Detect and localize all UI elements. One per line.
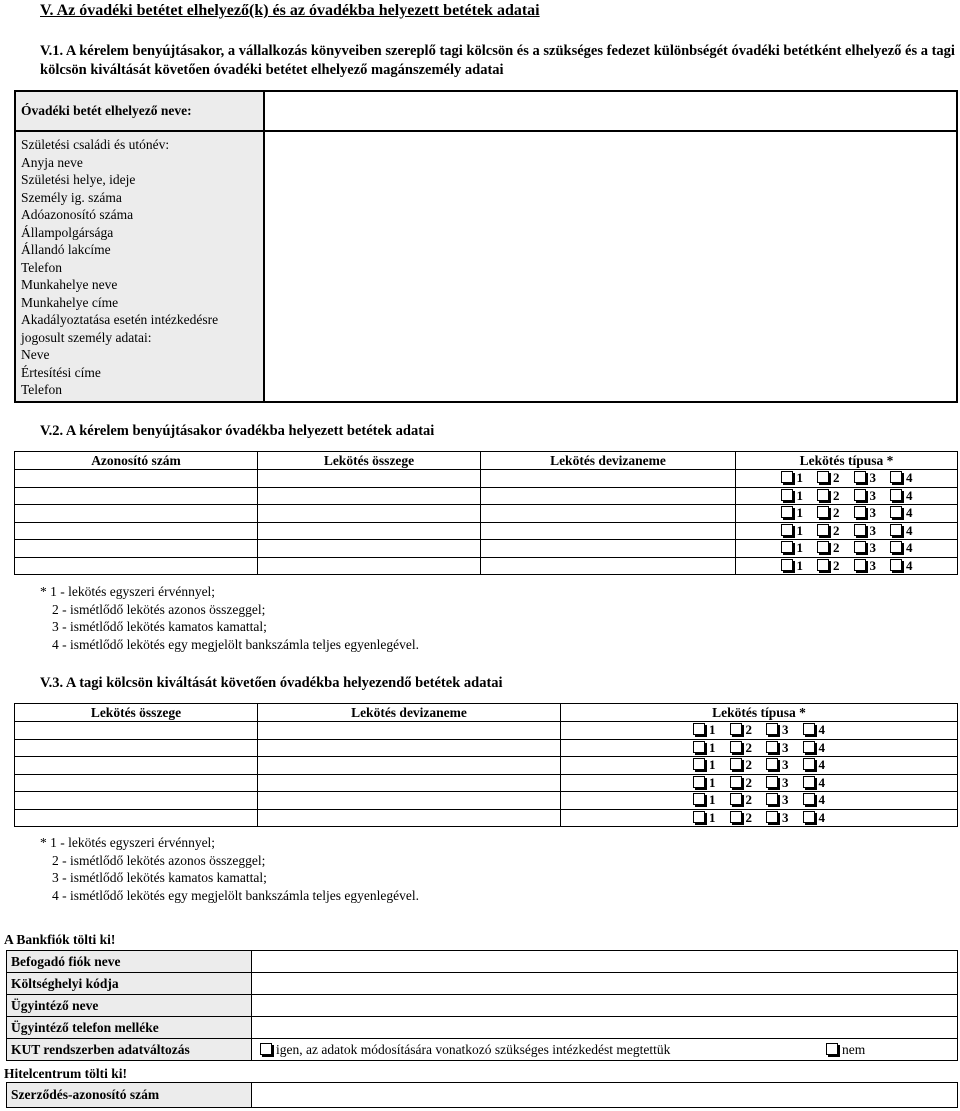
type-1-checkbox[interactable]: [781, 489, 793, 501]
type-option-label: 3: [869, 540, 876, 556]
kut-options: [252, 1039, 958, 1061]
type-option-label: 2: [833, 522, 840, 538]
type-4-checkbox[interactable]: [803, 723, 815, 735]
type-option-label: 1: [796, 487, 803, 503]
deposit-type-options: [736, 487, 958, 505]
note-1: * 1 - lekötés egyszeri érvénnyel;: [40, 835, 216, 850]
table-row: [15, 487, 958, 505]
table-cell-input[interactable]: [258, 557, 481, 575]
type-option-label: 1: [709, 792, 716, 808]
bank-cost-code-label: Költséghelyi kódja: [7, 973, 252, 995]
type-1-checkbox[interactable]: [693, 741, 705, 753]
deposit-type-options: [561, 809, 958, 827]
table-cell-input[interactable]: [258, 792, 561, 810]
type-2-checkbox[interactable]: [730, 811, 742, 823]
type-4-checkbox[interactable]: [890, 471, 902, 483]
depositor-name-field[interactable]: [264, 91, 957, 131]
type-option-label: 4: [818, 774, 825, 790]
type-option-label: 1: [709, 722, 716, 738]
deposit-type-options: [561, 792, 958, 810]
table-cell-input[interactable]: [15, 540, 258, 558]
type-4-checkbox[interactable]: [890, 559, 902, 571]
table-row: [15, 722, 958, 740]
type-option-label: 1: [709, 774, 716, 790]
type-4-checkbox[interactable]: [803, 793, 815, 805]
table-cell-input[interactable]: [481, 522, 736, 540]
type-3-checkbox[interactable]: [766, 723, 778, 735]
depositor-field-label: Munkahelye neve: [21, 277, 118, 292]
type-1-checkbox[interactable]: [781, 524, 793, 536]
type-option-label: 3: [782, 757, 789, 773]
table-cell-input[interactable]: [258, 540, 481, 558]
type-4-checkbox[interactable]: [890, 541, 902, 553]
bank-clerk-phone-label: Ügyintéző telefon melléke: [7, 1017, 252, 1039]
table-row: [15, 557, 958, 575]
type-option-label: 1: [796, 540, 803, 556]
type-1-checkbox[interactable]: [693, 793, 705, 805]
type-2-checkbox[interactable]: [730, 741, 742, 753]
type-option-label: 3: [782, 792, 789, 808]
table-cell-input[interactable]: [15, 522, 258, 540]
type-option-label: 2: [833, 505, 840, 521]
bank-heading: A Bankfiók tölti ki!: [4, 932, 116, 947]
depositor-field-label: Születési családi és utónév:: [21, 137, 170, 152]
table-cell-input[interactable]: [15, 722, 258, 740]
type-option-label: 2: [833, 540, 840, 556]
depositor-table: [14, 90, 958, 403]
contract-id-label: Szerződés-azonosító szám: [7, 1083, 252, 1108]
table-cell-input[interactable]: [15, 774, 258, 792]
v2-heading: V.2. A kérelem benyújtásakor óvadékba helyezett betétek adatai: [40, 423, 435, 439]
v2-notes: [40, 583, 419, 653]
v3-notes: [40, 834, 419, 904]
type-1-checkbox[interactable]: [693, 723, 705, 735]
table-cell-input[interactable]: [258, 722, 561, 740]
type-option-label: 4: [906, 557, 913, 573]
bank-cost-code-field[interactable]: [252, 973, 958, 995]
table-cell-input[interactable]: [15, 739, 258, 757]
v3-heading: V.3. A tagi kölcsön kiváltását követően óvadékba helyezendő betétek adatai: [40, 675, 503, 691]
table-cell-input[interactable]: [258, 739, 561, 757]
v2-col-type: Lekötés típusa *: [736, 452, 958, 470]
depositor-field-label: Értesítési címe: [21, 364, 101, 380]
depositor-field-label: Munkahelye címe: [21, 294, 119, 310]
table-cell-input[interactable]: [481, 540, 736, 558]
v1-heading: V.1. A kérelem benyújtásakor, a vállalkozás könyveiben szereplő tagi kölcsön és a szükséges fedezet különbségét óvadéki betétként elhelyező és a tagi kölcsön kiváltását követően óvadéki betétet elhelyező magánszemély adatai: [40, 43, 955, 78]
table-cell-input[interactable]: [481, 487, 736, 505]
v2-col-id: Azonosító szám: [15, 452, 258, 470]
table-row: [15, 774, 958, 792]
type-4-checkbox[interactable]: [803, 741, 815, 753]
table-cell-input[interactable]: [15, 470, 258, 488]
depositor-field-label: Anyja neve: [21, 154, 83, 170]
type-option-label: 2: [833, 470, 840, 486]
type-option-label: 2: [745, 722, 752, 738]
type-option-label: 3: [782, 722, 789, 738]
v3-table: [14, 703, 958, 827]
deposit-type-options: [561, 722, 958, 740]
type-option-label: 4: [906, 470, 913, 486]
type-option-label: 3: [869, 522, 876, 538]
kut-no-checkbox[interactable]: [826, 1043, 838, 1055]
type-option-label: 1: [796, 470, 803, 486]
kut-yes-label: igen, az adatok módosítására vonatkozó szükséges intézkedést megtettük: [276, 1041, 671, 1057]
type-option-label: 2: [833, 487, 840, 503]
type-option-label: 4: [818, 757, 825, 773]
depositor-field-label: Telefon: [21, 259, 63, 275]
type-option-label: 3: [869, 470, 876, 486]
kut-yes-checkbox[interactable]: [260, 1043, 272, 1055]
note-4: 4 - ismétlődő lekötés egy megjelölt bankszámla teljes egyenlegével.: [52, 887, 420, 903]
type-option-label: 4: [906, 487, 913, 503]
depositor-field-labels: [15, 131, 264, 402]
type-option-label: 4: [906, 540, 913, 556]
v2-col-currency: Lekötés devizaneme: [481, 452, 736, 470]
deposit-type-options: [561, 739, 958, 757]
type-option-label: 3: [782, 739, 789, 755]
table-cell-input[interactable]: [15, 792, 258, 810]
bank-clerk-name-field[interactable]: [252, 995, 958, 1017]
depositor-field-label: Akadályoztatása esetén intézkedésre: [21, 312, 219, 327]
table-row: [15, 792, 958, 810]
depositor-field-label: Adóazonosító száma: [21, 207, 134, 222]
type-option-label: 2: [745, 809, 752, 825]
bank-clerk-name-label: Ügyintéző neve: [7, 995, 252, 1017]
note-2: 2 - ismétlődő lekötés azonos összeggel;: [52, 601, 266, 617]
type-option-label: 2: [745, 774, 752, 790]
depositor-field-label: jogosult személy adatai:: [21, 329, 152, 345]
contract-id-field[interactable]: [252, 1083, 958, 1108]
note-3: 3 - ismétlődő lekötés kamatos kamattal;: [52, 619, 267, 634]
type-4-checkbox[interactable]: [803, 758, 815, 770]
type-option-label: 3: [869, 505, 876, 521]
table-cell-input[interactable]: [481, 505, 736, 523]
v2-col-amount: Lekötés összege: [258, 452, 481, 470]
table-cell-input[interactable]: [258, 505, 481, 523]
type-3-checkbox[interactable]: [766, 793, 778, 805]
kut-label: KUT rendszerben adatváltozás: [7, 1039, 252, 1061]
depositor-field-label: Születési helye, ideje: [21, 172, 136, 187]
depositor-field-label: Személy ig. száma: [21, 189, 122, 205]
v3-col-amount: Lekötés összege: [15, 704, 258, 722]
type-option-label: 1: [796, 505, 803, 521]
type-option-label: 1: [796, 522, 803, 538]
type-3-checkbox[interactable]: [854, 559, 866, 571]
table-row: [15, 505, 958, 523]
type-2-checkbox[interactable]: [817, 489, 829, 501]
table-cell-input[interactable]: [258, 774, 561, 792]
table-cell-input[interactable]: [481, 470, 736, 488]
type-option-label: 2: [833, 557, 840, 573]
deposit-type-options: [736, 540, 958, 558]
table-row: [15, 522, 958, 540]
table-row: [15, 540, 958, 558]
type-3-checkbox[interactable]: [854, 524, 866, 536]
deposit-type-options: [561, 757, 958, 775]
type-1-checkbox[interactable]: [693, 776, 705, 788]
type-option-label: 2: [745, 792, 752, 808]
kut-no-label: nem: [842, 1042, 866, 1057]
type-2-checkbox[interactable]: [817, 541, 829, 553]
type-option-label: 1: [709, 809, 716, 825]
table-row: [15, 739, 958, 757]
type-option-label: 2: [745, 739, 752, 755]
type-2-checkbox[interactable]: [730, 793, 742, 805]
table-cell-input[interactable]: [481, 557, 736, 575]
type-option-label: 1: [796, 557, 803, 573]
type-3-checkbox[interactable]: [766, 741, 778, 753]
type-1-checkbox[interactable]: [781, 471, 793, 483]
type-3-checkbox[interactable]: [766, 758, 778, 770]
type-3-checkbox[interactable]: [854, 506, 866, 518]
credit-heading: Hitelcentrum tölti ki!: [4, 1066, 127, 1081]
depositor-fields-input[interactable]: [264, 131, 957, 402]
type-4-checkbox[interactable]: [890, 489, 902, 501]
bank-branch-name-label: Befogadó fiók neve: [7, 951, 252, 973]
type-2-checkbox[interactable]: [730, 776, 742, 788]
type-3-checkbox[interactable]: [854, 489, 866, 501]
note-2: 2 - ismétlődő lekötés azonos összeggel;: [52, 852, 266, 868]
type-option-label: 1: [709, 757, 716, 773]
deposit-type-options: [736, 557, 958, 575]
type-1-checkbox[interactable]: [693, 811, 705, 823]
type-2-checkbox[interactable]: [817, 471, 829, 483]
deposit-type-options: [736, 522, 958, 540]
type-1-checkbox[interactable]: [693, 758, 705, 770]
type-3-checkbox[interactable]: [766, 776, 778, 788]
v3-col-type: Lekötés típusa *: [561, 704, 958, 722]
depositor-field-label: Neve: [21, 347, 50, 362]
type-3-checkbox[interactable]: [766, 811, 778, 823]
type-4-checkbox[interactable]: [890, 506, 902, 518]
table-cell-input[interactable]: [258, 470, 481, 488]
type-2-checkbox[interactable]: [730, 723, 742, 735]
type-option-label: 4: [906, 522, 913, 538]
section-title: V. Az óvadéki betétet elhelyező(k) és az óvadékba helyezett betétek adatai: [40, 2, 540, 19]
type-2-checkbox[interactable]: [817, 506, 829, 518]
depositor-field-label: Állampolgársága: [21, 224, 114, 240]
note-1: * 1 - lekötés egyszeri érvénnyel;: [40, 584, 216, 599]
type-3-checkbox[interactable]: [854, 471, 866, 483]
table-row: [15, 809, 958, 827]
type-1-checkbox[interactable]: [781, 506, 793, 518]
table-cell-input[interactable]: [15, 557, 258, 575]
deposit-type-options: [736, 505, 958, 523]
type-4-checkbox[interactable]: [890, 524, 902, 536]
depositor-field-label: Állandó lakcíme: [21, 242, 111, 257]
table-cell-input[interactable]: [258, 522, 481, 540]
deposit-type-options: [561, 774, 958, 792]
type-option-label: 4: [818, 792, 825, 808]
type-1-checkbox[interactable]: [781, 559, 793, 571]
table-cell-input[interactable]: [15, 757, 258, 775]
type-1-checkbox[interactable]: [781, 541, 793, 553]
table-row: [15, 757, 958, 775]
bank-clerk-phone-field[interactable]: [252, 1017, 958, 1039]
deposit-type-options: [736, 470, 958, 488]
bank-table: [6, 950, 958, 1061]
note-4: 4 - ismétlődő lekötés egy megjelölt bankszámla teljes egyenlegével.: [52, 636, 420, 652]
table-cell-input[interactable]: [15, 809, 258, 827]
type-option-label: 3: [782, 774, 789, 790]
type-2-checkbox[interactable]: [817, 524, 829, 536]
type-option-label: 4: [818, 739, 825, 755]
type-option-label: 4: [818, 809, 825, 825]
table-cell-input[interactable]: [258, 757, 561, 775]
type-2-checkbox[interactable]: [730, 758, 742, 770]
type-option-label: 3: [782, 809, 789, 825]
table-cell-input[interactable]: [258, 487, 481, 505]
depositor-field-label: Telefon: [21, 382, 63, 397]
type-option-label: 4: [906, 505, 913, 521]
table-cell-input[interactable]: [258, 809, 561, 827]
credit-table: [6, 1082, 958, 1108]
type-option-label: 1: [709, 739, 716, 755]
type-option-label: 2: [745, 757, 752, 773]
type-3-checkbox[interactable]: [854, 541, 866, 553]
table-cell-input[interactable]: [15, 505, 258, 523]
type-option-label: 4: [818, 722, 825, 738]
type-4-checkbox[interactable]: [803, 776, 815, 788]
type-4-checkbox[interactable]: [803, 811, 815, 823]
v2-table: [14, 451, 958, 575]
table-row: [15, 470, 958, 488]
type-option-label: 3: [869, 487, 876, 503]
note-3: 3 - ismétlődő lekötés kamatos kamattal;: [52, 870, 267, 885]
type-option-label: 3: [869, 557, 876, 573]
v3-col-currency: Lekötés devizaneme: [258, 704, 561, 722]
type-2-checkbox[interactable]: [817, 559, 829, 571]
table-cell-input[interactable]: [15, 487, 258, 505]
bank-branch-name-field[interactable]: [252, 951, 958, 973]
depositor-name-label: Óvadéki betét elhelyező neve:: [15, 91, 264, 131]
